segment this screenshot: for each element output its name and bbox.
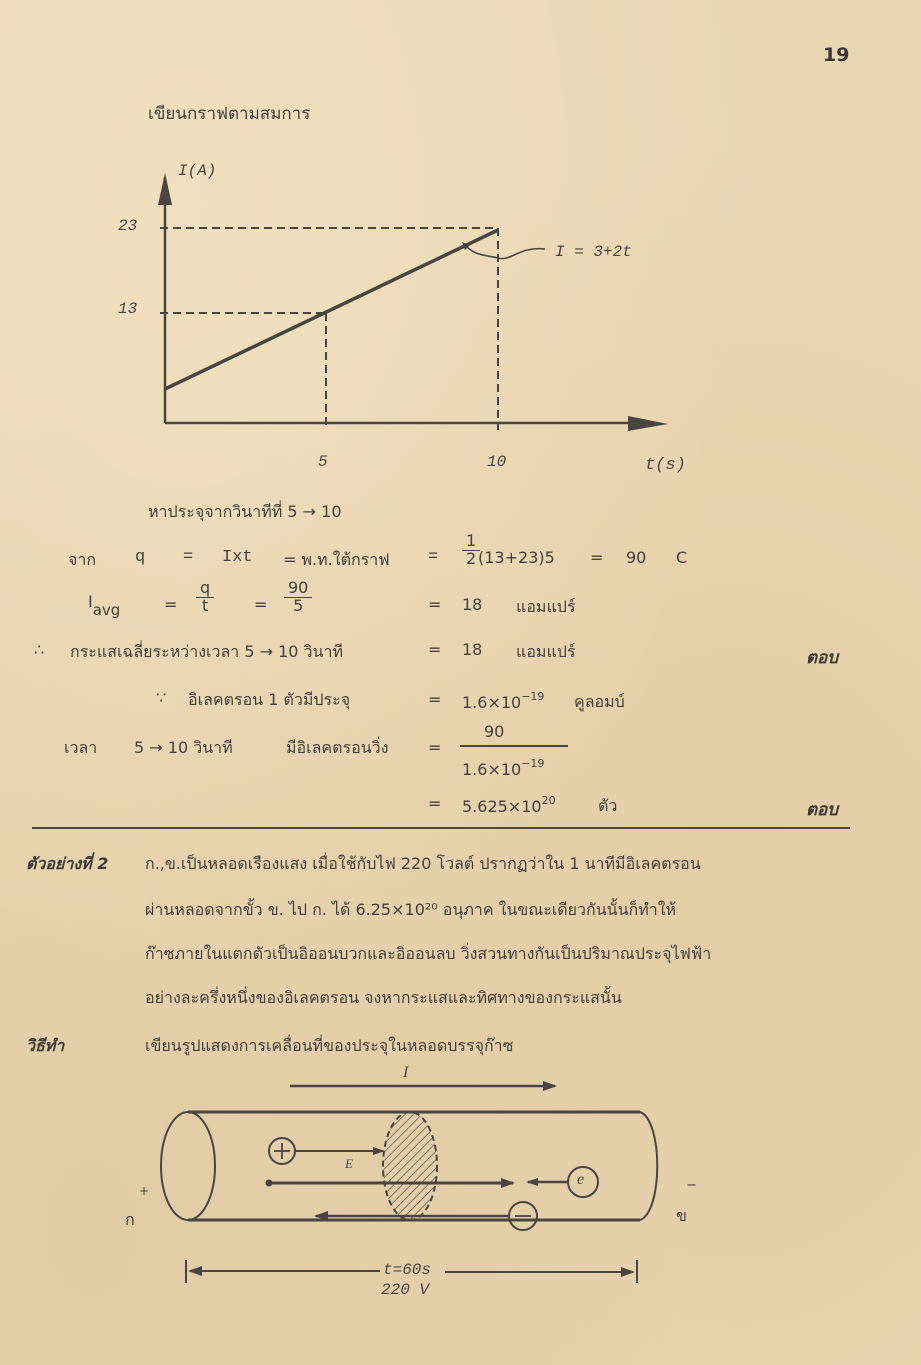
field-label: E (345, 1156, 353, 1171)
area-under-graph: = พ.ท.ใต้กราฟ (283, 550, 390, 569)
problem-line-4: อย่างละครึ่งหนึ่งของอิเลคตรอน จงหากระแสและทิศทางของกระแสนั้น (145, 988, 622, 1007)
cross-section (383, 1112, 437, 1220)
answer-mark: ตอบ (806, 648, 839, 668)
y-tick-23: 23 (118, 217, 138, 235)
equals: = (428, 690, 442, 709)
positive-terminal-sign: + (139, 1184, 150, 1198)
graph-heading: เขียนกราฟตามสมการ (148, 104, 311, 124)
problem-line-1: ก.,ข.เป็นหลอดเรืองแสง เมื่อใช้กับไฟ 220 โวลต์ ปรากฏว่าใน 1 นาทีมีอิเลคตรอน (145, 854, 701, 873)
electron-label: e (577, 1171, 585, 1188)
example-label: ตัวอย่างที่ 2 (26, 854, 109, 873)
equals: = (428, 548, 439, 567)
equals: = (428, 640, 442, 659)
count-unit: ตัว (598, 796, 618, 815)
q-over-t: $\frac{q}{t}$ (196, 580, 214, 615)
positive-ion (269, 1138, 383, 1164)
x-axis (165, 416, 668, 431)
voltage-label: 220 V (381, 1281, 430, 1299)
section-divider (32, 827, 850, 829)
coulomb-unit: C (676, 548, 688, 567)
equals: = (164, 595, 178, 614)
ampere-unit: แอมแปร์ (516, 597, 576, 616)
numerator-90: 90 (484, 722, 505, 741)
equals: = (428, 794, 442, 813)
x-tick-10: 10 (487, 453, 507, 471)
q-symbol: q (135, 548, 146, 567)
equation-label: I = 3+2t (555, 243, 632, 261)
time-range: 5 → 10 วินาที (134, 738, 233, 757)
avg-current-statement: กระแสเฉลี่ยระหว่างเวลา 5 → 10 วินาที (70, 642, 343, 661)
equals: = (590, 548, 604, 567)
i-symbol: I (88, 592, 93, 611)
because-symbol: ∵ (156, 688, 167, 707)
problem-line-3: ก๊าซภายในแตกตัวเป็นอิออนบวกและอิออนลบ วิ่งสวนทางกันเป็นปริมาณประจุไฟฟ้า (145, 944, 712, 963)
method-label: วิธีทำ (26, 1036, 65, 1055)
equals: = (428, 738, 442, 757)
terminal-ko: ก (125, 1210, 135, 1229)
negative-terminal-sign: − (686, 1178, 697, 1193)
ixt-expression: Ixt (222, 548, 253, 567)
equals: = (428, 595, 442, 614)
terminal-kho: ข (676, 1206, 687, 1225)
electron-count-result: $5.625\times 10^{20}$ (462, 794, 556, 816)
current-label: I (403, 1064, 409, 1081)
half-fraction: $\frac{1}{2}$ (462, 533, 480, 568)
denominator: $1.6\times 10^{-19}$ (462, 757, 545, 779)
time-label-diagram: t=60s (383, 1261, 432, 1279)
ninety-over-five: $\frac{90}{5}$ (284, 580, 312, 615)
equals: = (254, 595, 268, 614)
x-tick-5: 5 (318, 453, 328, 471)
x-axis-label: t(s) (645, 456, 686, 475)
page-number: 19 (823, 44, 850, 66)
therefore-symbol: ∴ (34, 640, 45, 659)
electron-charge-value: $1.6\times 10^{-19}$ (462, 690, 545, 712)
method-text: เขียนรูปแสดงการเคลื่อนที่ของประจุในหลอดบรรจุก๊าซ (145, 1036, 514, 1055)
equals: = (183, 548, 194, 567)
answer-mark: ตอบ (806, 800, 839, 820)
charge-result: 90 (626, 548, 647, 567)
avg-subscript: avg (92, 601, 121, 619)
guide-lines (160, 228, 498, 430)
equation-pointer (465, 245, 545, 259)
fraction-bar (460, 745, 568, 747)
problem-line-2: ผ่านหลอดจากขั้ว ข. ไป ก. ได้ 6.25×10²⁰ อนุภาค ในขณะเดียวกันนั้นก็ทำให้ (145, 900, 677, 919)
time-label: เวลา (64, 738, 98, 757)
avg-current-result: 18 (462, 595, 483, 614)
electron (528, 1167, 598, 1197)
coulomb-unit-thai: คูลอมบ์ (574, 692, 625, 711)
i-avg-symbol (88, 592, 120, 619)
ampere-unit: แอมแปร์ (516, 642, 576, 661)
from-label: จาก (68, 550, 97, 569)
solution-heading: หาประจุจากวินาทีที่ 5 → 10 (148, 502, 342, 521)
y-axis-label: I(A) (178, 162, 217, 180)
avg-current-answer: 18 (462, 640, 483, 659)
current-line (165, 230, 498, 389)
area-expression: (13+23)5 (478, 548, 555, 567)
electrons-flow-label: มีอิเลคตรอนวิ่ง (286, 738, 389, 757)
electron-charge-statement: อิเลคตรอน 1 ตัวมีประจุ (188, 690, 351, 709)
y-tick-13: 13 (118, 300, 138, 318)
